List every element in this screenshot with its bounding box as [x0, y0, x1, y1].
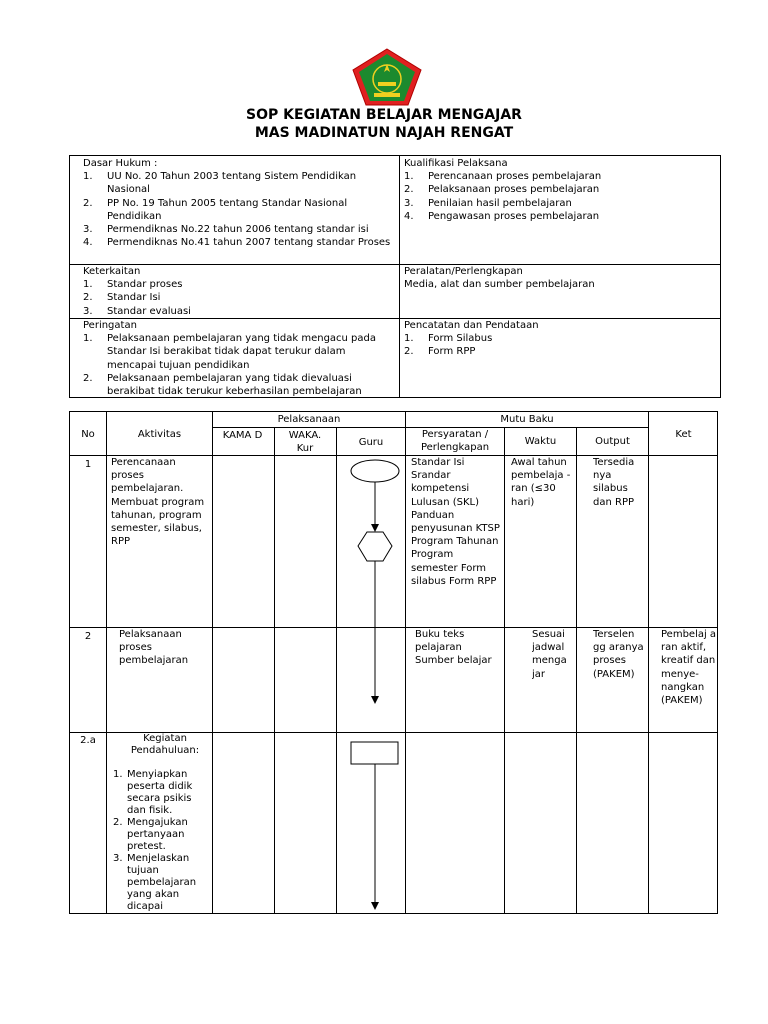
table-row-aktivitas: Perencanaan proses pembelajaran. Membuat program tahunan, program semester, silabus, RPP [111, 457, 205, 548]
table-row-persyaratan: Buku teks pelajaran Sumber belajar [415, 629, 492, 667]
header-persyaratan: Persyaratan / Perlengkapan [420, 429, 490, 454]
document-subtitle: MAS MADINATUN NAJAH RENGAT [254, 125, 514, 141]
list-item: 1. UU No. 20 Tahun 2003 tentang Sistem Pendidikan Nasional [83, 171, 357, 196]
list-item: 3. Permendiknas No.22 tahun 2006 tentang standar isi [83, 224, 369, 236]
pencatatan-heading: Pencatatan dan Pendataan [404, 320, 539, 331]
header-waktu: Waktu [524, 436, 557, 447]
table-row-no: 2 [84, 631, 92, 642]
table-row-waktu: Sesuai jadwal menga jar [532, 629, 567, 680]
list-item: 2. Mengajukan pertanyaan pretest. [113, 817, 188, 852]
header-kamad: KAMA D [222, 430, 263, 441]
list-item: 3. Menjelaskan tujuan pembelajaran yang akan dicapai [113, 853, 197, 912]
table-row-ket: Pembelaj a ran aktif, kreatif dan menye- nangkan (PAKEM) [661, 629, 717, 707]
header-no: No [81, 429, 95, 440]
header-aktivitas: Aktivitas [137, 429, 182, 440]
header-mutu-baku: Mutu Baku [500, 414, 554, 425]
header-ket: Ket [675, 429, 692, 440]
dasar-hukum-heading: Dasar Hukum : [83, 158, 158, 169]
header-guru: Guru [358, 437, 384, 448]
peringatan-heading: Peringatan [83, 320, 137, 331]
table-row-persyaratan: Standar Isi Srandar kompetensi Lulusan (SKL) Panduan penyusunan KTSP Program Tahunan Program semester Form silabus Form RPP [411, 457, 500, 587]
kualifikasi-heading: Kualifikasi Pelaksana [404, 158, 508, 169]
list-item: 3. Standar evaluasi [83, 305, 191, 317]
table-row-no: 1 [84, 459, 92, 470]
peralatan-heading: Peralatan/Perlengkapan [404, 266, 523, 277]
table-row-waktu: Awal tahun pembelaja - ran (≤30 hari) [511, 457, 571, 508]
flow-start-terminal [351, 460, 399, 482]
header-wakakur: WAKA. Kur [288, 430, 322, 455]
list-item: 1. Pelaksanaan pembelajaran yang tidak mengacu pada Standar Isi berakibat tidak dapat terukur dalam mencapai tujuan pendidikan [83, 333, 377, 371]
peralatan-text: Media, alat dan sumber pembelajaran [404, 279, 595, 291]
table-row-output: Terselen gg aranya proses (PAKEM) [593, 629, 644, 680]
keterkaitan-heading: Keterkaitan [83, 266, 141, 277]
list-item: 4. Permendiknas No.41 tahun 2007 tentang standar Proses [83, 237, 391, 249]
list-item: 1. Menyiapkan peserta didik secara psikis dan fisik. [113, 769, 193, 816]
document-title: SOP KEGIATAN BELAJAR MENGAJAR [246, 107, 522, 123]
list-item: 2. Pelaksanaan pembelajaran yang tidak dievaluasi berakibat tidak terukur keberhasilan pembelajaran [83, 372, 362, 398]
list-item: 2. Form RPP [404, 346, 476, 358]
table-row-no: 2.a [80, 735, 96, 746]
aktivitas-title: Kegiatan Pendahuluan: [130, 733, 200, 756]
table-row-output: Tersedia nya silabus dan RPP [593, 457, 635, 508]
list-item: 2. PP No. 19 Tahun 2005 tentang Standar Nasional Pendidikan [83, 197, 348, 222]
flow-preparation-hexagon [358, 532, 392, 561]
list-item: 2. Standar Isi [83, 292, 161, 304]
flow-process-box [351, 742, 398, 764]
list-item: 1. Standar proses [83, 279, 183, 291]
list-item: 1. Form Silabus [404, 333, 493, 345]
list-item: 4. Pengawasan proses pembelajaran [404, 210, 600, 222]
list-item: 1. Perencanaan proses pembelajaran [404, 171, 602, 183]
list-item: 3. Penilaian hasil pembelajaran [404, 197, 572, 209]
table-row-aktivitas: Pelaksanaan proses pembelajaran [119, 629, 189, 667]
list-item: 2. Pelaksanaan proses pembelajaran [404, 184, 600, 196]
header-pelaksanaan: Pelaksanaan [277, 414, 341, 425]
header-output: Output [595, 436, 630, 447]
